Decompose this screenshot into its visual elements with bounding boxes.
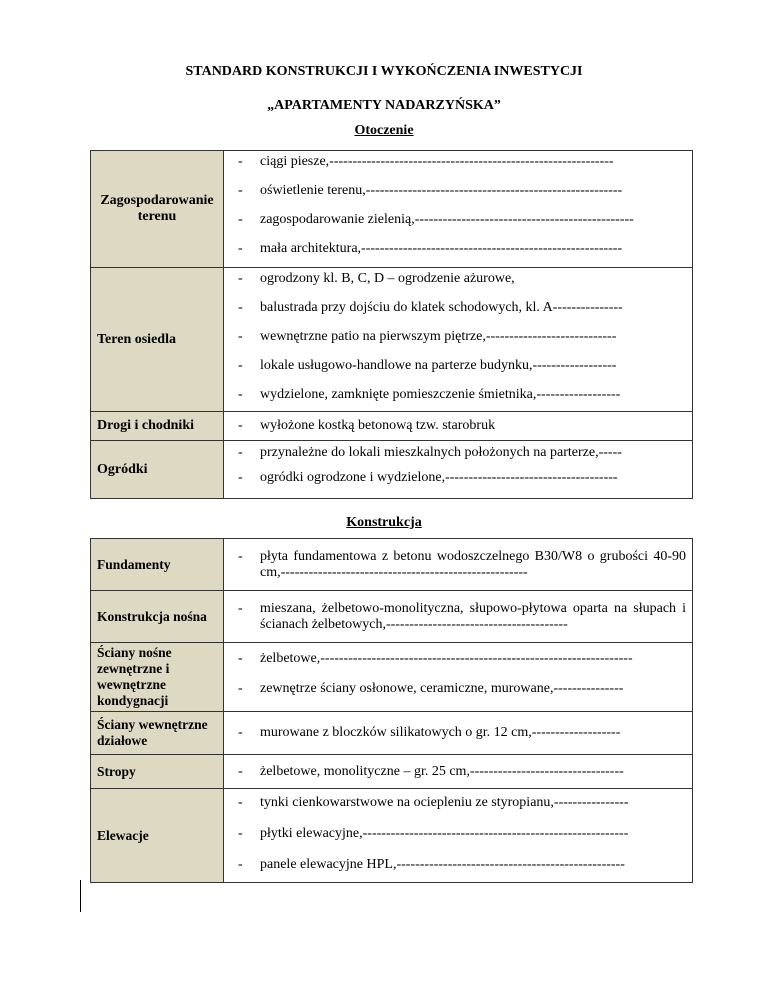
table-row [91,789,693,883]
list-item [238,418,686,434]
row-content [224,268,693,412]
bullet-dash: - [238,241,243,256]
document-title-line1: STANDARD KONSTRUKCJI I WYKOŃCZENIA INWESTYCJI [185,64,583,79]
list-item [238,212,686,241]
row-content [224,755,693,789]
row-content [224,789,693,883]
row-label: Ogródki [91,441,224,499]
bullet-dash: - [238,387,243,402]
bullet-dash: - [238,445,243,460]
bullet-dash: - [238,154,243,169]
row-label: Teren osiedla [91,268,224,412]
item-text: płyta fundamentowa z betonu wodoszczelnego B30/W8 o grubości 40-90 cm,----------------------------------------------------- [260,548,686,580]
bullet-dash: - [238,548,243,564]
table-row [91,712,693,755]
bullet-dash: - [238,826,243,841]
list-item [238,826,686,857]
row-content [224,643,693,712]
list-item [238,601,686,633]
list-item [238,795,686,826]
item-text: panele elewacyjne HPL,------------------------------------------------- [260,857,625,872]
section-heading-konstrukcja: Konstrukcja [346,515,422,530]
list-item [238,857,686,881]
bullet-dash: - [238,212,243,227]
list-item [238,445,686,470]
table-row [91,539,693,591]
row-content [224,151,693,268]
list-item [238,549,686,581]
list-item [238,300,686,329]
bullet-dash: - [238,725,243,740]
bullet-dash: - [238,651,243,666]
table-row [91,755,693,789]
konstrukcja-table [90,538,693,883]
list-item [238,329,686,358]
list-item [238,651,686,681]
row-label: Drogi i chodniki [91,412,224,441]
bullet-dash: - [238,600,243,616]
bullet-dash: - [238,329,243,344]
item-text: murowane z bloczków silikatowych o gr. 12 cm,------------------- [260,725,621,740]
item-text: żelbetowe, monolityczne – gr. 25 cm,--------------------------------- [260,763,624,779]
bullet-dash: - [238,271,243,286]
row-label: Ściany nośne zewnętrzne i wewnętrzne kondygnacji [91,643,224,712]
item-text: mała architektura,-------------------------------------------------------- [260,241,623,256]
list-item [238,271,686,300]
item-text: lokale usługowo-handlowe na parterze budynku,------------------ [260,358,617,373]
item-text: przynależne do lokali mieszkalnych położonych na parterze,----- [260,445,622,460]
row-label: Elewacje [91,789,224,883]
bullet-dash: - [238,418,243,433]
bullet-dash: - [238,470,243,485]
row-label: Fundamenty [91,539,224,591]
item-text: wyłożone kostką betonową tzw. starobruk [260,418,496,433]
item-text: ogródki ogrodzone i wydzielone,------------------------------------- [260,470,618,485]
item-text: tynki cienkowarstwowe na ociepleniu ze styropianu,---------------- [260,795,629,810]
item-text: mieszana, żelbetowo-monolityczna, słupowo-płytowa oparta na słupach i ścianach żelbetowych,--------------------------------------- [260,600,686,632]
bullet-dash: - [238,300,243,315]
list-item [238,358,686,387]
list-item [238,725,686,741]
list-item [238,387,686,411]
list-item [238,183,686,212]
list-item [238,241,686,265]
item-text: wewnętrzne patio na pierwszym piętrze,---------------------------- [260,329,617,344]
otoczenie-table [90,150,693,499]
row-label: Zagospodarowanie terenu [91,151,224,268]
bullet-dash: - [238,183,243,198]
row-content [224,539,693,591]
table-row [91,643,693,712]
table-row [91,441,693,499]
list-item [238,154,686,183]
item-text: ciągi piesze,------------------------------------------------------------- [260,154,614,169]
row-content [224,412,693,441]
margin-change-bar [80,880,81,912]
table-row [91,268,693,412]
document-title-line2: „APARTAMENTY NADARZYŃSKA” [267,98,501,113]
row-content [224,441,693,499]
list-item [238,470,686,494]
section-heading-otoczenie: Otoczenie [354,123,414,138]
item-text: wydzielone, zamknięte pomieszczenie śmietnika,------------------ [260,387,621,402]
item-text: ogrodzony kl. B, C, D – ogrodzenie ażurowe, [260,271,515,286]
row-label: Stropy [91,755,224,789]
list-item [238,681,686,711]
bullet-dash: - [238,681,243,696]
table-row [91,151,693,268]
row-label: Ściany wewnętrzne działowe [91,712,224,755]
item-text: oświetlenie terenu,------------------------------------------------------- [260,183,623,198]
row-content [224,591,693,643]
item-text: zewnętrze ściany osłonowe, ceramiczne, murowane,--------------- [260,681,624,696]
item-text: zagospodarowanie zielenią,----------------------------------------------- [260,212,634,227]
bullet-dash: - [238,358,243,373]
item-text: żelbetowe,------------------------------------------------------------------- [260,651,633,666]
bullet-dash: - [238,795,243,810]
table-row [91,412,693,441]
bullet-dash: - [238,857,243,872]
list-item [238,764,686,780]
row-label: Konstrukcja nośna [91,591,224,643]
bullet-dash: - [238,763,243,779]
table-row [91,591,693,643]
item-text: balustrada przy dojściu do klatek schodowych, kl. A--------------- [260,300,623,315]
row-content [224,712,693,755]
item-text: płytki elewacyjne,--------------------------------------------------------- [260,826,629,841]
